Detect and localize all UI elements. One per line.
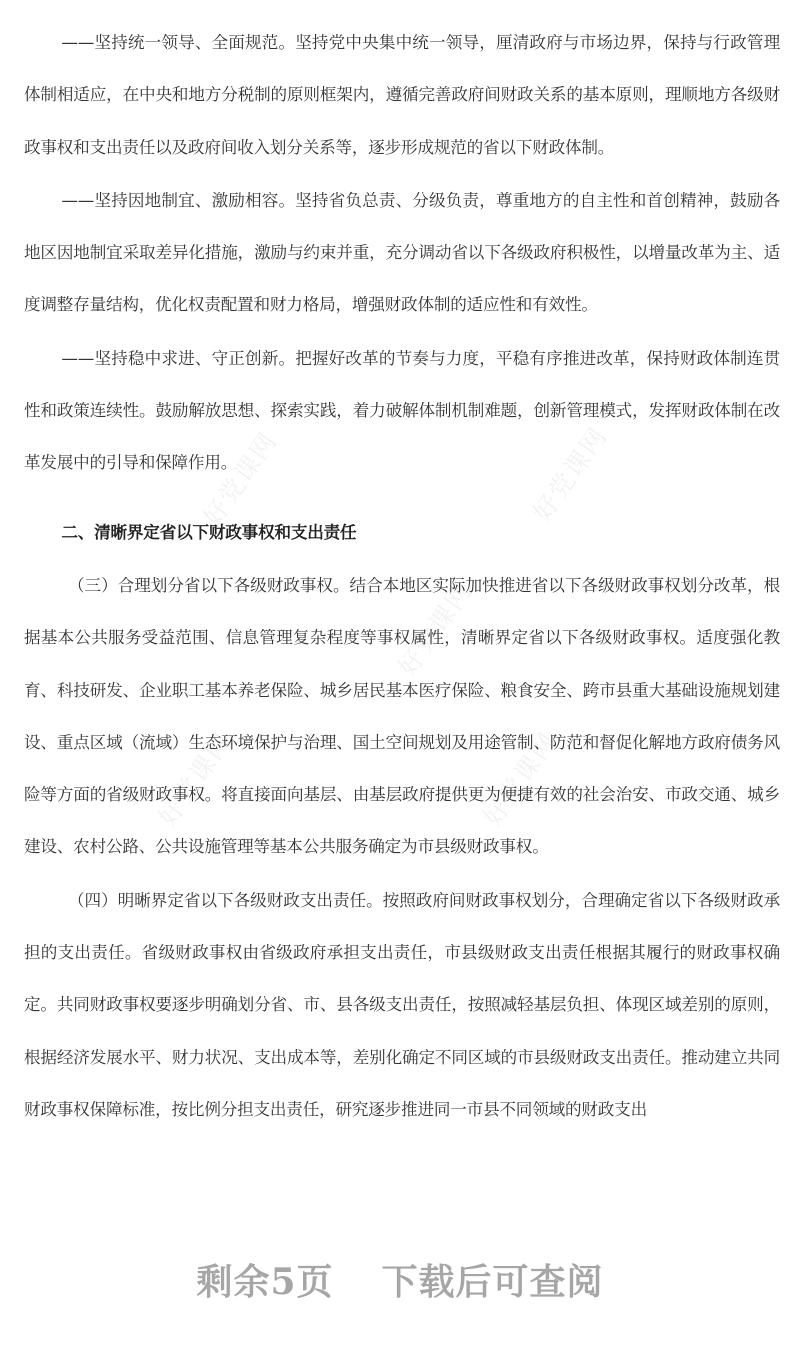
paragraph-principle-local: ——坚持因地制宜、激励相容。坚持省负总责、分级负责，尊重地方的自主性和首创精神，鼓励各地区因地制宜采取差异化措施，激励与约束并重，充分调动省以下各级政府积极性，以增量改革为主、适度调整存量结构，优化权责配置和财力格局，增强财政体制的适应性和有效性。 [24, 190, 780, 315]
section-heading: 二、清晰界定省以下财政事权和支出责任 [61, 522, 357, 542]
paragraph-item-3: （三）合理划分省以下各级财政事权。结合本地区实际加快推进省以下各级财政事权划分改革，根据基本公共服务受益范围、信息管理复杂程度等事权属性，清晰界定省以下各级财政事权。适度强化教育、科技研发、企业职工基本养老保险、城乡居民基本医疗保险、粮食安全、跨市县重大基础设施规划建设、重点区域（流域）生态环境保护与治理、国土空间规划及用途管制、防范和督促化解地方政府债务风险等方面的省级财政事权。将直接面向基层、由基层政府提供更为便捷有效的社会治安、市政交通、城乡建设、农村公路、公共设施管理等基本公共服务确定为市县级财政事权。 [24, 575, 780, 857]
watermark: 好党课网 [477, 726, 564, 832]
paragraph-principle-steady: ——坚持稳中求进、守正创新。把握好改革的节奏与力度，平稳有序推进改革，保持财政体制连贯性和政策连续性。鼓励解放思想、探索实践，着力破解体制机制难题，创新管理模式，发挥财政体制在改革发展中的引导和保障作用。 [24, 348, 780, 473]
download-action-label: 下载后可查阅 [381, 1261, 604, 1303]
document-page [24, 17, 780, 1136]
watermark: 好党课网 [197, 426, 284, 532]
watermark: 好党课网 [527, 421, 614, 527]
download-to-read-more-button[interactable] [0, 1254, 800, 1305]
paragraph-item-4: （四）明晰界定省以下各级财政支出责任。按照政府间财政事权划分，合理确定省以下各级财政承担的支出责任。省级财政事权由省级政府承担支出责任，市县级财政支出责任根据其履行的财政事权确定。共同财政事权要逐步明确划分省、市、县各级支出责任，按照减轻基层负担、体现区域差别的原则，根据经济发展水平、财力状况、支出成本等，差别化确定不同区域的市县级财政支出责任。推动建立共同财政事权保障标准，按比例分担支出责任，研究逐步推进同一市县不同领域的财政支出 [24, 890, 780, 1119]
watermark: 好党课网 [152, 726, 239, 832]
watermark: 好党课网 [392, 576, 479, 682]
remaining-pages-label: 剩余5页 [196, 1261, 334, 1303]
paragraph-principle-unified: ——坚持统一领导、全面规范。坚持党中央集中统一领导，厘清政府与市场边界，保持与行政管理体制相适应，在中央和地方分税制的原则框架内，遵循完善政府间财政关系的基本原则，理顺地方各级财政事权和支出责任以及政府间收入划分关系等，逐步形成规范的省以下财政体制。 [24, 33, 780, 157]
